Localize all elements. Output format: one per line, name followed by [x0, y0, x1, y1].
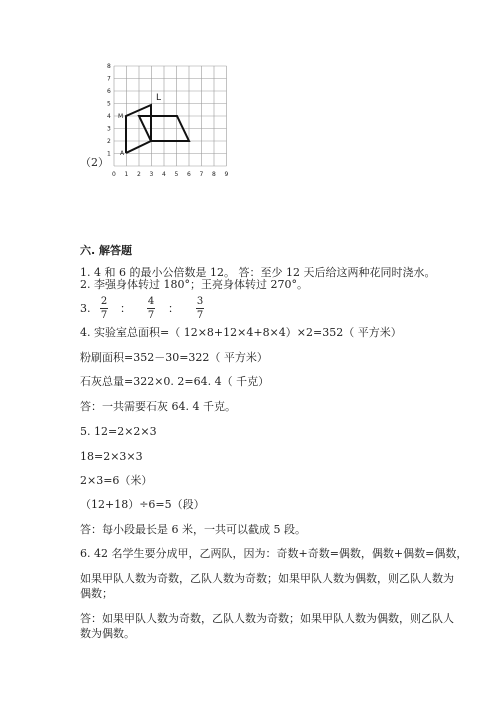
fraction-bar — [147, 308, 155, 309]
y-tick-label: 5 — [107, 100, 111, 108]
answer-line-1: 1. 4 和 6 的最小公倍数是 12。 答：至少 12 天后给这两种花同时浇水。 — [80, 266, 436, 279]
answer-line-15b: 数为偶数。 — [80, 627, 135, 640]
answer-line-14a: 如果甲队人数为奇数，乙队人数为奇数；如果甲队人数为偶数，则乙队人数为 — [80, 572, 454, 585]
x-tick-label: 6 — [187, 171, 191, 178]
x-tick-label: 4 — [162, 171, 166, 178]
fraction-2-7 — [100, 296, 108, 321]
fraction-denominator: 7 — [100, 310, 108, 321]
answer-line-11: （12+18）÷6=5（段） — [80, 498, 205, 511]
answer-line-4: 4. 实验室总面积=（ 12×8+12×4+8×4）×2=352（ 平方米） — [80, 326, 402, 339]
shape-l-outline — [126, 105, 151, 153]
fraction-bar — [100, 308, 108, 309]
answer-line-10: 2×3=6（米） — [80, 474, 153, 487]
grid-figure — [100, 62, 240, 180]
x-tick-label: 2 — [137, 171, 141, 178]
section-title: 六. 解答题 — [80, 244, 133, 257]
fraction-bar — [196, 308, 204, 309]
answer-line-6: 石灰总量=322×0. 2=64. 4（ 千克） — [80, 375, 270, 388]
x-tick-label: 9 — [224, 171, 229, 178]
point-label-m: M — [118, 113, 124, 120]
answer-line-8: 5. 12=2×2×3 — [80, 425, 157, 438]
y-tick-label: 4 — [107, 113, 111, 120]
y-tick-label: 7 — [107, 75, 111, 83]
fraction-denominator: 7 — [196, 310, 204, 321]
fraction-numerator: 2 — [100, 296, 108, 307]
x-tick-label: 0 — [112, 171, 116, 178]
x-tick-label: 5 — [174, 171, 179, 178]
ratio-separator: ： — [168, 302, 179, 315]
y-tick-label: 8 — [107, 63, 111, 70]
fraction-4-7 — [147, 296, 155, 321]
answer-line-15a: 答：如果甲队人数为奇数，乙队人数为奇数；如果甲队人数为偶数，则乙队人 — [80, 612, 454, 625]
answer-line-5: 粉刷面积=352－30=322（ 平方米） — [80, 351, 268, 364]
figure-label: （2） — [80, 156, 109, 169]
x-tick-label: 8 — [212, 171, 216, 178]
fraction-denominator: 7 — [147, 310, 155, 321]
x-tick-label: 7 — [199, 171, 204, 178]
y-tick-label: 3 — [107, 125, 111, 133]
x-tick-label: 1 — [124, 171, 129, 178]
fraction-numerator: 4 — [147, 296, 155, 307]
point-label-l: L — [156, 93, 162, 103]
answer-line-9: 18=2×3×3 — [80, 450, 143, 463]
figure-shapes — [126, 105, 189, 153]
fraction-numerator: 3 — [196, 296, 204, 307]
answer-line-13: 6. 42 名学生要分成甲，乙两队，因为：奇数+奇数=偶数，偶数+偶数=偶数， — [80, 547, 468, 560]
answer-line-14b: 偶数； — [80, 587, 113, 600]
answer-line-3-prefix: 3. — [80, 302, 91, 315]
point-label-a: A — [120, 150, 125, 157]
y-tick-label: 6 — [107, 88, 111, 95]
answer-line-2: 2. 李强身体转过 180°；王亮身体转过 270°。 — [80, 278, 308, 291]
answer-line-7: 答：一共需要石灰 64. 4 千克。 — [80, 400, 236, 413]
fraction-3-7 — [196, 296, 204, 321]
x-tick-label: 3 — [149, 171, 154, 178]
ratio-separator: ： — [120, 302, 131, 315]
y-tick-label: 1 — [107, 150, 111, 158]
y-tick-label: 2 — [107, 138, 111, 145]
answer-line-12: 答：每小段最长是 6 米，一共可以截成 5 段。 — [80, 523, 306, 536]
